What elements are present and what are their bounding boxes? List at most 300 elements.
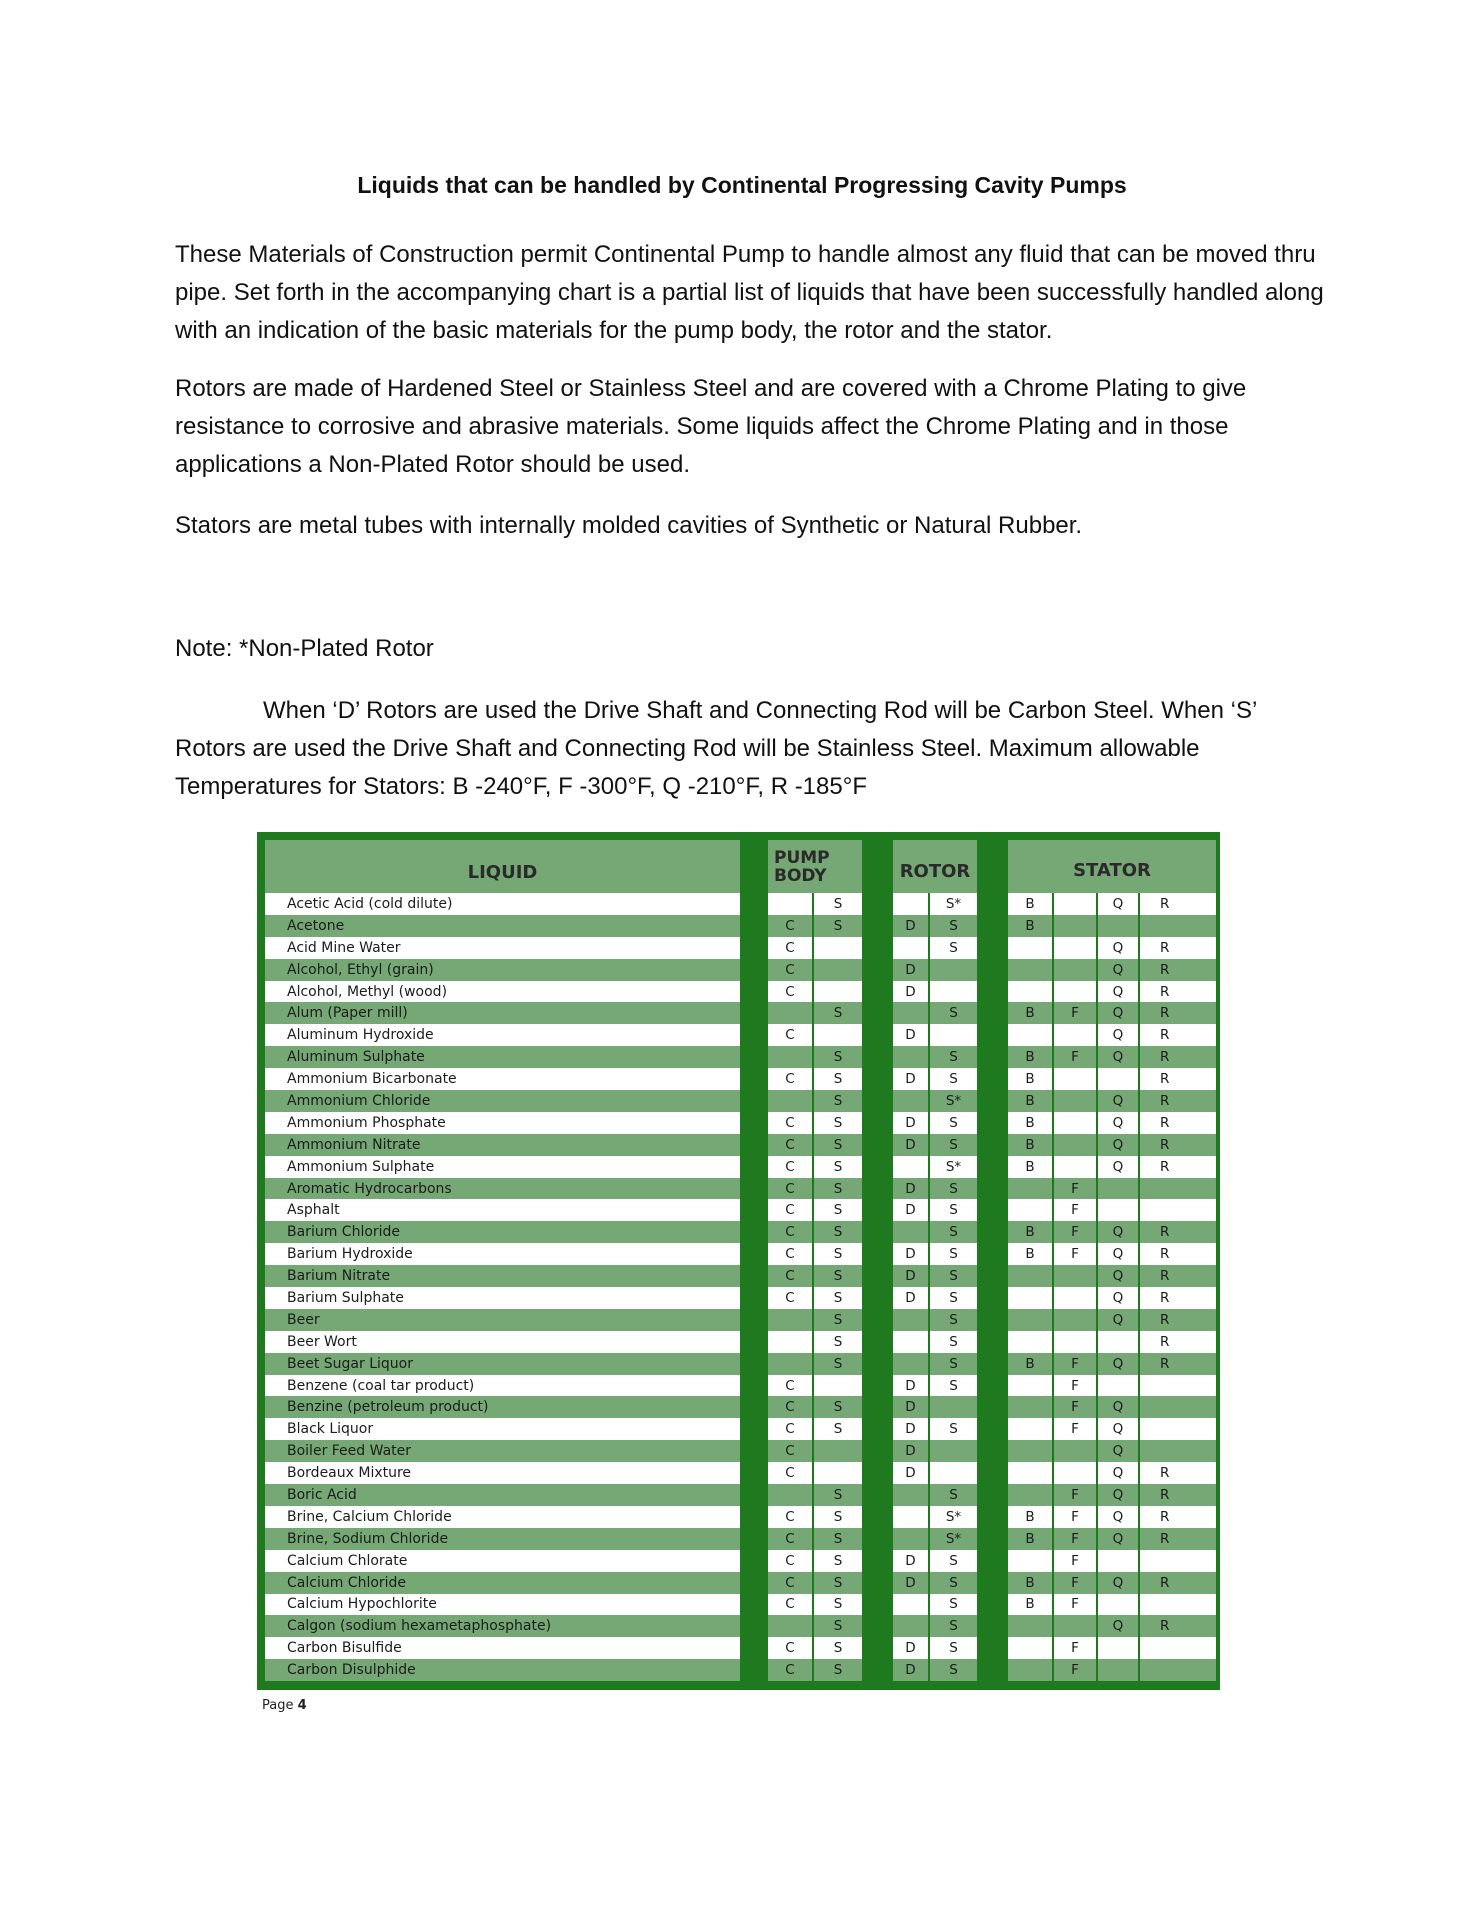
cell-rotor-d	[893, 937, 930, 959]
cell-stator-b: B	[1008, 1594, 1054, 1616]
cell-stator-b: B	[1008, 1068, 1054, 1090]
cell-stator-q: Q	[1098, 1156, 1140, 1178]
cell-pump-s	[814, 1375, 862, 1397]
cell-liquid: Ammonium Nitrate	[265, 1134, 740, 1156]
table-row	[265, 1418, 1216, 1440]
cell-rotor-d	[893, 1528, 930, 1550]
cell-stator-r	[1140, 1396, 1216, 1418]
cell-stator-r	[1140, 1594, 1216, 1616]
cell-liquid: Alcohol, Ethyl (grain)	[265, 959, 740, 981]
cell-stator-q: Q	[1098, 1396, 1140, 1418]
cell-rotor-d: D	[893, 1068, 930, 1090]
cell-rotor-s: S*	[930, 1156, 977, 1178]
cell-rotor-d	[893, 1594, 930, 1616]
cell-stator-b	[1008, 1331, 1054, 1353]
cell-stator-f: F	[1054, 1375, 1098, 1397]
cell-stator-f	[1054, 1068, 1098, 1090]
cell-stator-b	[1008, 1287, 1054, 1309]
cell-liquid: Benzine (petroleum product)	[265, 1396, 740, 1418]
cell-stator-r: R	[1140, 1221, 1216, 1243]
cell-stator-b: B	[1008, 1156, 1054, 1178]
cell-pump-s: S	[814, 1199, 862, 1221]
cell-rotor-d: D	[893, 1375, 930, 1397]
cell-pump-c: C	[768, 1572, 814, 1594]
cell-stator-f	[1054, 1309, 1098, 1331]
cell-pump-c: C	[768, 1462, 814, 1484]
cell-pump-c	[768, 893, 814, 915]
cell-rotor-s: S	[930, 1134, 977, 1156]
cell-rotor-d: D	[893, 1637, 930, 1659]
cell-pump-s: S	[814, 1615, 862, 1637]
cell-stator-b	[1008, 1462, 1054, 1484]
cell-stator-r: R	[1140, 1265, 1216, 1287]
cell-stator-r	[1140, 1637, 1216, 1659]
cell-pump-c: C	[768, 1178, 814, 1200]
cell-pump-s: S	[814, 1594, 862, 1616]
cell-stator-b	[1008, 1178, 1054, 1200]
cell-stator-q: Q	[1098, 1462, 1140, 1484]
cell-pump-c	[768, 1615, 814, 1637]
cell-pump-c	[768, 1046, 814, 1068]
cell-pump-c: C	[768, 1134, 814, 1156]
cell-stator-b	[1008, 1418, 1054, 1440]
cell-stator-f: F	[1054, 1353, 1098, 1375]
cell-rotor-d: D	[893, 1243, 930, 1265]
cell-pump-s: S	[814, 1134, 862, 1156]
rotor-plating-text: Rotors are made of Hardened Steel or Stainless Steel and are covered with a Chrome Plating to give resistance to corrosive and abrasive materials. Some liquids affect the Chrome Plating and in those applications a Non-Plated Rotor should be used.	[175, 375, 1247, 478]
cell-stator-b: B	[1008, 893, 1054, 915]
cell-stator-f: F	[1054, 1528, 1098, 1550]
cell-liquid: Black Liquor	[265, 1418, 740, 1440]
cell-pump-s: S	[814, 1353, 862, 1375]
cell-stator-q	[1098, 1068, 1140, 1090]
table-row	[265, 1309, 1216, 1331]
cell-stator-f: F	[1054, 1418, 1098, 1440]
cell-pump-c	[768, 1090, 814, 1112]
cell-stator-q: Q	[1098, 1112, 1140, 1134]
cell-stator-b: B	[1008, 1353, 1054, 1375]
cell-liquid: Aluminum Sulphate	[265, 1046, 740, 1068]
cell-pump-s: S	[814, 1112, 862, 1134]
cell-pump-s: S	[814, 1309, 862, 1331]
cell-liquid: Aromatic Hydrocarbons	[265, 1178, 740, 1200]
cell-stator-q	[1098, 1178, 1140, 1200]
cell-stator-f: F	[1054, 1178, 1098, 1200]
cell-liquid: Bordeaux Mixture	[265, 1462, 740, 1484]
cell-pump-s: S	[814, 1178, 862, 1200]
cell-pump-c: C	[768, 1287, 814, 1309]
cell-pump-c: C	[768, 1199, 814, 1221]
cell-stator-q: Q	[1098, 1506, 1140, 1528]
cell-stator-f: F	[1054, 1243, 1098, 1265]
cell-liquid: Acetone	[265, 915, 740, 937]
cell-rotor-s: S	[930, 1178, 977, 1200]
page-number-value: 4	[297, 1698, 307, 1713]
document-title: Liquids that can be handled by Continental Progressing Cavity Pumps	[357, 172, 1127, 198]
cell-pump-c: C	[768, 1637, 814, 1659]
cell-stator-b	[1008, 1659, 1054, 1681]
cell-rotor-d: D	[893, 981, 930, 1003]
cell-stator-q: Q	[1098, 1440, 1140, 1462]
cell-pump-c: C	[768, 1659, 814, 1681]
cell-rotor-s	[930, 981, 977, 1003]
table-row	[265, 959, 1216, 981]
cell-liquid: Carbon Disulphide	[265, 1659, 740, 1681]
cell-stator-q: Q	[1098, 1484, 1140, 1506]
cell-rotor-d: D	[893, 1112, 930, 1134]
table-row	[265, 1199, 1216, 1221]
cell-rotor-d: D	[893, 1550, 930, 1572]
cell-stator-r: R	[1140, 1287, 1216, 1309]
header-pump-line2: BODY	[774, 865, 827, 886]
cell-stator-r: R	[1140, 1572, 1216, 1594]
cell-pump-s: S	[814, 1572, 862, 1594]
table-row	[265, 1637, 1216, 1659]
cell-stator-r: R	[1140, 1528, 1216, 1550]
cell-stator-b	[1008, 1375, 1054, 1397]
rotor-plating-paragraph	[175, 370, 1325, 484]
cell-pump-c	[768, 1309, 814, 1331]
cell-rotor-d	[893, 1221, 930, 1243]
cell-liquid: Benzene (coal tar product)	[265, 1375, 740, 1397]
cell-stator-f	[1054, 1265, 1098, 1287]
cell-rotor-s: S	[930, 1375, 977, 1397]
table-row	[265, 1221, 1216, 1243]
cell-stator-f	[1054, 1331, 1098, 1353]
cell-stator-f	[1054, 959, 1098, 981]
cell-rotor-d: D	[893, 1572, 930, 1594]
cell-liquid: Aluminum Hydroxide	[265, 1024, 740, 1046]
cell-pump-c	[768, 1353, 814, 1375]
cell-stator-f	[1054, 937, 1098, 959]
cell-stator-r: R	[1140, 959, 1216, 981]
cell-rotor-d: D	[893, 1134, 930, 1156]
table-row	[265, 1243, 1216, 1265]
cell-pump-s	[814, 1024, 862, 1046]
cell-liquid: Beer	[265, 1309, 740, 1331]
cell-stator-b	[1008, 1024, 1054, 1046]
cell-stator-f: F	[1054, 1572, 1098, 1594]
cell-stator-q	[1098, 1594, 1140, 1616]
cell-pump-s: S	[814, 1396, 862, 1418]
cell-pump-s	[814, 937, 862, 959]
table-row	[265, 1396, 1216, 1418]
cell-stator-q: Q	[1098, 1572, 1140, 1594]
cell-rotor-s: S	[930, 1550, 977, 1572]
cell-stator-r: R	[1140, 893, 1216, 915]
cell-liquid: Calcium Chlorate	[265, 1550, 740, 1572]
cell-stator-b	[1008, 959, 1054, 981]
cell-liquid: Calcium Chloride	[265, 1572, 740, 1594]
cell-liquid: Barium Sulphate	[265, 1287, 740, 1309]
cell-stator-f	[1054, 1462, 1098, 1484]
cell-liquid: Beer Wort	[265, 1331, 740, 1353]
rotor-usage-paragraph	[175, 692, 1325, 806]
cell-stator-q: Q	[1098, 893, 1140, 915]
cell-rotor-d	[893, 1090, 930, 1112]
cell-stator-q	[1098, 1331, 1140, 1353]
cell-rotor-d: D	[893, 1396, 930, 1418]
note	[175, 630, 1325, 668]
cell-liquid: Barium Nitrate	[265, 1265, 740, 1287]
cell-pump-s	[814, 959, 862, 981]
cell-stator-b	[1008, 981, 1054, 1003]
cell-stator-r	[1140, 1418, 1216, 1440]
cell-pump-c: C	[768, 915, 814, 937]
table-row	[265, 1002, 1216, 1024]
cell-stator-r: R	[1140, 1243, 1216, 1265]
cell-stator-f	[1054, 981, 1098, 1003]
cell-pump-c: C	[768, 1528, 814, 1550]
cell-stator-b: B	[1008, 1243, 1054, 1265]
cell-stator-q: Q	[1098, 1090, 1140, 1112]
cell-stator-r: R	[1140, 1506, 1216, 1528]
cell-liquid: Ammonium Phosphate	[265, 1112, 740, 1134]
cell-stator-r	[1140, 1199, 1216, 1221]
cell-stator-q: Q	[1098, 1046, 1140, 1068]
cell-rotor-d: D	[893, 1199, 930, 1221]
cell-rotor-s: S	[930, 1594, 977, 1616]
cell-liquid: Asphalt	[265, 1199, 740, 1221]
cell-stator-f: F	[1054, 1506, 1098, 1528]
table-body	[265, 893, 1216, 1681]
cell-rotor-s	[930, 959, 977, 981]
cell-stator-f	[1054, 1112, 1098, 1134]
cell-rotor-d: D	[893, 1440, 930, 1462]
cell-stator-b	[1008, 937, 1054, 959]
cell-liquid: Barium Hydroxide	[265, 1243, 740, 1265]
cell-stator-q	[1098, 1637, 1140, 1659]
cell-stator-b: B	[1008, 1572, 1054, 1594]
cell-liquid: Alcohol, Methyl (wood)	[265, 981, 740, 1003]
cell-stator-r	[1140, 915, 1216, 937]
cell-stator-r	[1140, 1440, 1216, 1462]
cell-pump-s: S	[814, 915, 862, 937]
cell-stator-q: Q	[1098, 1528, 1140, 1550]
cell-pump-c: C	[768, 1440, 814, 1462]
cell-stator-b	[1008, 1265, 1054, 1287]
cell-stator-f: F	[1054, 1484, 1098, 1506]
cell-stator-f: F	[1054, 1594, 1098, 1616]
cell-liquid: Calcium Hypochlorite	[265, 1594, 740, 1616]
page-word: Page	[262, 1698, 294, 1713]
table-row	[265, 1156, 1216, 1178]
cell-stator-b	[1008, 1440, 1054, 1462]
cell-rotor-s: S*	[930, 893, 977, 915]
cell-rotor-d: D	[893, 1418, 930, 1440]
cell-rotor-s	[930, 1462, 977, 1484]
cell-rotor-d	[893, 1331, 930, 1353]
cell-pump-s: S	[814, 1068, 862, 1090]
cell-rotor-s	[930, 1396, 977, 1418]
cell-pump-c: C	[768, 1024, 814, 1046]
cell-stator-b	[1008, 1550, 1054, 1572]
table-row	[265, 1046, 1216, 1068]
cell-pump-c: C	[768, 1265, 814, 1287]
cell-pump-s: S	[814, 1331, 862, 1353]
cell-liquid: Carbon Bisulfide	[265, 1637, 740, 1659]
cell-rotor-s: S	[930, 1659, 977, 1681]
table-row	[265, 1506, 1216, 1528]
cell-liquid: Alum (Paper mill)	[265, 1002, 740, 1024]
cell-stator-b: B	[1008, 1221, 1054, 1243]
cell-rotor-s: S	[930, 1331, 977, 1353]
table-row	[265, 1090, 1216, 1112]
cell-pump-s: S	[814, 1221, 862, 1243]
cell-stator-r: R	[1140, 1090, 1216, 1112]
cell-rotor-s: S	[930, 937, 977, 959]
cell-liquid: Brine, Sodium Chloride	[265, 1528, 740, 1550]
liquids-compatibility-table	[257, 832, 1220, 1690]
cell-rotor-d: D	[893, 1178, 930, 1200]
cell-pump-c: C	[768, 1068, 814, 1090]
cell-stator-f: F	[1054, 1637, 1098, 1659]
cell-stator-b	[1008, 1484, 1054, 1506]
table-row	[265, 1265, 1216, 1287]
cell-stator-r: R	[1140, 1615, 1216, 1637]
cell-rotor-s: S	[930, 1112, 977, 1134]
page-number	[262, 1698, 307, 1713]
cell-stator-q: Q	[1098, 1418, 1140, 1440]
cell-stator-r	[1140, 1659, 1216, 1681]
table-row	[265, 1462, 1216, 1484]
table-row	[265, 937, 1216, 959]
cell-pump-s: S	[814, 1002, 862, 1024]
cell-stator-r	[1140, 1178, 1216, 1200]
cell-rotor-s: S	[930, 1615, 977, 1637]
cell-stator-r	[1140, 1550, 1216, 1572]
cell-rotor-s: S	[930, 1418, 977, 1440]
table-row	[265, 1484, 1216, 1506]
cell-stator-r: R	[1140, 1462, 1216, 1484]
cell-stator-b: B	[1008, 1134, 1054, 1156]
cell-stator-q	[1098, 1199, 1140, 1221]
cell-rotor-s: S	[930, 1572, 977, 1594]
cell-rotor-s: S	[930, 1243, 977, 1265]
cell-stator-r: R	[1140, 1002, 1216, 1024]
cell-pump-s	[814, 1462, 862, 1484]
cell-stator-q	[1098, 1659, 1140, 1681]
table-row	[265, 1178, 1216, 1200]
cell-pump-c: C	[768, 1112, 814, 1134]
cell-stator-f	[1054, 893, 1098, 915]
cell-stator-q: Q	[1098, 1309, 1140, 1331]
cell-stator-f	[1054, 1287, 1098, 1309]
cell-stator-q	[1098, 915, 1140, 937]
cell-rotor-d	[893, 1046, 930, 1068]
cell-pump-s: S	[814, 1506, 862, 1528]
cell-pump-s: S	[814, 1484, 862, 1506]
cell-pump-c	[768, 1484, 814, 1506]
cell-pump-c: C	[768, 1418, 814, 1440]
header-pump-line1: PUMP	[774, 847, 830, 868]
cell-stator-r: R	[1140, 1484, 1216, 1506]
cell-pump-s: S	[814, 1287, 862, 1309]
cell-rotor-s: S	[930, 1265, 977, 1287]
cell-rotor-d	[893, 1002, 930, 1024]
cell-stator-f	[1054, 1440, 1098, 1462]
cell-rotor-s: S	[930, 1309, 977, 1331]
cell-stator-q	[1098, 1375, 1140, 1397]
cell-stator-f: F	[1054, 1396, 1098, 1418]
cell-pump-c: C	[768, 1375, 814, 1397]
cell-stator-r: R	[1140, 1068, 1216, 1090]
cell-stator-f: F	[1054, 1659, 1098, 1681]
cell-rotor-d: D	[893, 1462, 930, 1484]
cell-stator-q: Q	[1098, 1265, 1140, 1287]
cell-stator-q: Q	[1098, 937, 1140, 959]
cell-stator-r: R	[1140, 1134, 1216, 1156]
cell-pump-c: C	[768, 1396, 814, 1418]
cell-stator-r	[1140, 1375, 1216, 1397]
cell-liquid: Beet Sugar Liquor	[265, 1353, 740, 1375]
table-row	[265, 981, 1216, 1003]
cell-rotor-s: S	[930, 915, 977, 937]
table-row	[265, 1375, 1216, 1397]
cell-stator-b	[1008, 1199, 1054, 1221]
cell-liquid: Ammonium Chloride	[265, 1090, 740, 1112]
cell-stator-b: B	[1008, 1002, 1054, 1024]
cell-pump-c: C	[768, 1506, 814, 1528]
cell-rotor-d: D	[893, 915, 930, 937]
cell-pump-c	[768, 1331, 814, 1353]
table-row	[265, 1615, 1216, 1637]
table-row	[265, 1440, 1216, 1462]
cell-pump-s: S	[814, 1156, 862, 1178]
cell-stator-f	[1054, 1090, 1098, 1112]
header-pump-body	[768, 840, 862, 893]
cell-pump-s: S	[814, 893, 862, 915]
cell-rotor-d	[893, 1484, 930, 1506]
cell-stator-q: Q	[1098, 1243, 1140, 1265]
cell-stator-q: Q	[1098, 1615, 1140, 1637]
cell-pump-s: S	[814, 1046, 862, 1068]
cell-pump-s: S	[814, 1243, 862, 1265]
cell-stator-r: R	[1140, 981, 1216, 1003]
table-row	[265, 1550, 1216, 1572]
cell-stator-b	[1008, 1637, 1054, 1659]
cell-stator-q: Q	[1098, 1002, 1140, 1024]
cell-stator-r: R	[1140, 1046, 1216, 1068]
cell-stator-q: Q	[1098, 1353, 1140, 1375]
cell-rotor-d	[893, 1353, 930, 1375]
cell-stator-r: R	[1140, 1156, 1216, 1178]
cell-rotor-s: S	[930, 1637, 977, 1659]
cell-pump-s: S	[814, 1659, 862, 1681]
cell-pump-s	[814, 1440, 862, 1462]
table-row	[265, 1287, 1216, 1309]
cell-stator-f	[1054, 1134, 1098, 1156]
note-text: Note: *Non-Plated Rotor	[175, 635, 434, 662]
cell-stator-q: Q	[1098, 959, 1140, 981]
cell-rotor-s: S	[930, 1484, 977, 1506]
cell-pump-c: C	[768, 1243, 814, 1265]
cell-rotor-s: S*	[930, 1090, 977, 1112]
cell-stator-b: B	[1008, 1112, 1054, 1134]
cell-stator-f	[1054, 1024, 1098, 1046]
cell-stator-r: R	[1140, 1353, 1216, 1375]
table-row	[265, 1331, 1216, 1353]
table-row	[265, 1594, 1216, 1616]
cell-pump-s: S	[814, 1090, 862, 1112]
table-row	[265, 1353, 1216, 1375]
header-liquid: LIQUID	[265, 840, 740, 893]
intro-paragraph-text: These Materials of Construction permit Continental Pump to handle almost any fluid that can be moved thru pipe. Set forth in the accompanying chart is a partial list of liquids that have been successfully handled along with an indication of the basic materials for the pump body, the rotor and the stator.	[175, 241, 1324, 344]
cell-liquid: Acid Mine Water	[265, 937, 740, 959]
cell-stator-f: F	[1054, 1199, 1098, 1221]
cell-stator-r: R	[1140, 1024, 1216, 1046]
cell-pump-s: S	[814, 1265, 862, 1287]
